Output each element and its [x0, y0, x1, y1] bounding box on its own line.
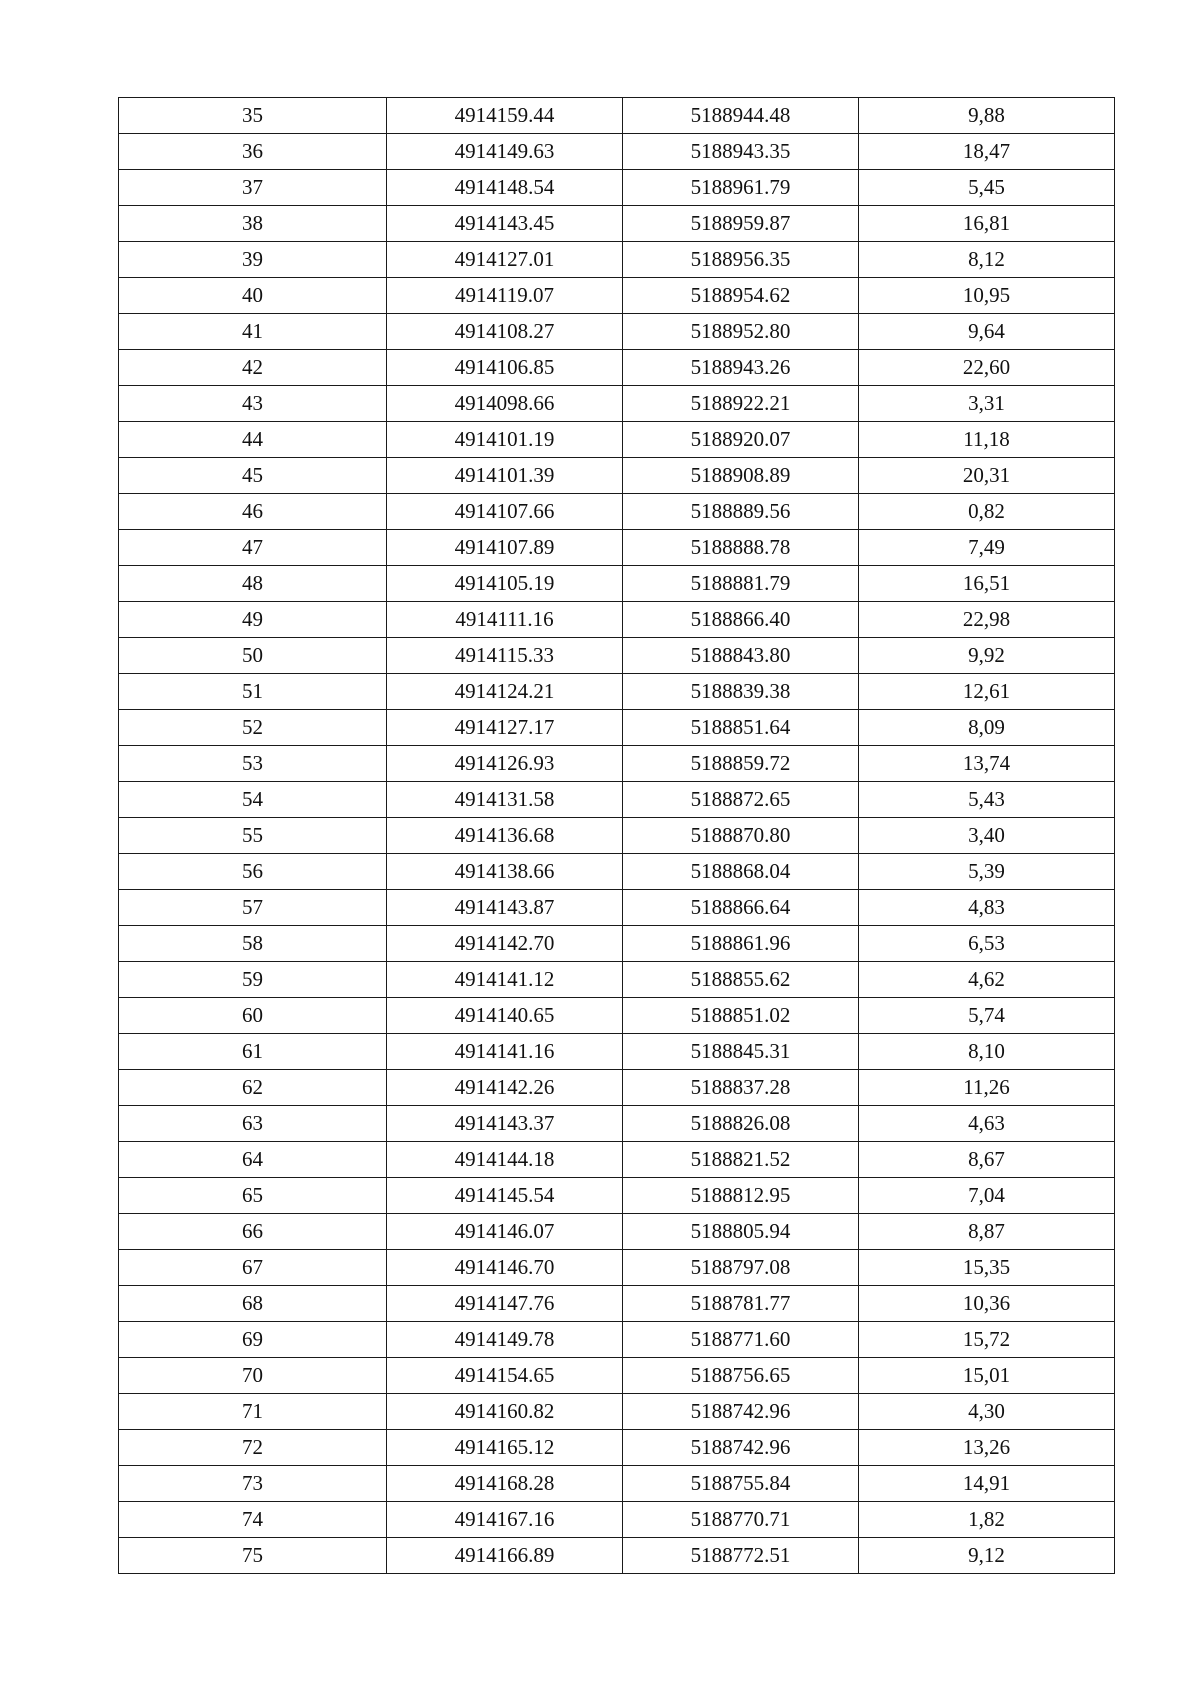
- distance-cell: 10,95: [859, 278, 1115, 314]
- table-row: [119, 1502, 1115, 1538]
- point-number-cell: 64: [119, 1142, 387, 1178]
- table-row: [119, 278, 1115, 314]
- y-coordinate-cell: 5188872.65: [623, 782, 859, 818]
- distance-cell: 8,09: [859, 710, 1115, 746]
- table-row: [119, 998, 1115, 1034]
- distance-cell: 0,82: [859, 494, 1115, 530]
- y-coordinate-cell: 5188861.96: [623, 926, 859, 962]
- table-row: [119, 1358, 1115, 1394]
- y-coordinate-cell: 5188859.72: [623, 746, 859, 782]
- y-coordinate-cell: 5188755.84: [623, 1466, 859, 1502]
- table-row: [119, 1466, 1115, 1502]
- distance-cell: 8,12: [859, 242, 1115, 278]
- distance-cell: 3,31: [859, 386, 1115, 422]
- y-coordinate-cell: 5188771.60: [623, 1322, 859, 1358]
- x-coordinate-cell: 4914146.70: [387, 1250, 623, 1286]
- distance-cell: 13,74: [859, 746, 1115, 782]
- distance-cell: 6,53: [859, 926, 1115, 962]
- y-coordinate-cell: 5188826.08: [623, 1106, 859, 1142]
- table-row: [119, 1538, 1115, 1574]
- y-coordinate-cell: 5188781.77: [623, 1286, 859, 1322]
- distance-cell: 15,72: [859, 1322, 1115, 1358]
- y-coordinate-cell: 5188922.21: [623, 386, 859, 422]
- point-number-cell: 41: [119, 314, 387, 350]
- distance-cell: 10,36: [859, 1286, 1115, 1322]
- point-number-cell: 38: [119, 206, 387, 242]
- distance-cell: 9,12: [859, 1538, 1115, 1574]
- y-coordinate-cell: 5188843.80: [623, 638, 859, 674]
- y-coordinate-cell: 5188881.79: [623, 566, 859, 602]
- x-coordinate-cell: 4914143.45: [387, 206, 623, 242]
- point-number-cell: 35: [119, 98, 387, 134]
- y-coordinate-cell: 5188870.80: [623, 818, 859, 854]
- x-coordinate-cell: 4914141.16: [387, 1034, 623, 1070]
- table-row: [119, 98, 1115, 134]
- table-row: [119, 566, 1115, 602]
- table-row: [119, 422, 1115, 458]
- distance-cell: 15,35: [859, 1250, 1115, 1286]
- point-number-cell: 48: [119, 566, 387, 602]
- point-number-cell: 59: [119, 962, 387, 998]
- point-number-cell: 42: [119, 350, 387, 386]
- point-number-cell: 65: [119, 1178, 387, 1214]
- x-coordinate-cell: 4914160.82: [387, 1394, 623, 1430]
- x-coordinate-cell: 4914168.28: [387, 1466, 623, 1502]
- point-number-cell: 71: [119, 1394, 387, 1430]
- distance-cell: 8,87: [859, 1214, 1115, 1250]
- table-row: [119, 926, 1115, 962]
- distance-cell: 5,45: [859, 170, 1115, 206]
- y-coordinate-cell: 5188868.04: [623, 854, 859, 890]
- distance-cell: 4,63: [859, 1106, 1115, 1142]
- coordinates-table-body: [119, 98, 1115, 1574]
- x-coordinate-cell: 4914119.07: [387, 278, 623, 314]
- distance-cell: 7,04: [859, 1178, 1115, 1214]
- distance-cell: 7,49: [859, 530, 1115, 566]
- x-coordinate-cell: 4914165.12: [387, 1430, 623, 1466]
- y-coordinate-cell: 5188742.96: [623, 1394, 859, 1430]
- distance-cell: 22,98: [859, 602, 1115, 638]
- x-coordinate-cell: 4914111.16: [387, 602, 623, 638]
- point-number-cell: 39: [119, 242, 387, 278]
- distance-cell: 22,60: [859, 350, 1115, 386]
- x-coordinate-cell: 4914127.17: [387, 710, 623, 746]
- x-coordinate-cell: 4914148.54: [387, 170, 623, 206]
- coordinates-table: [118, 97, 1115, 1574]
- x-coordinate-cell: 4914147.76: [387, 1286, 623, 1322]
- x-coordinate-cell: 4914141.12: [387, 962, 623, 998]
- x-coordinate-cell: 4914144.18: [387, 1142, 623, 1178]
- x-coordinate-cell: 4914154.65: [387, 1358, 623, 1394]
- x-coordinate-cell: 4914143.87: [387, 890, 623, 926]
- x-coordinate-cell: 4914166.89: [387, 1538, 623, 1574]
- x-coordinate-cell: 4914115.33: [387, 638, 623, 674]
- x-coordinate-cell: 4914105.19: [387, 566, 623, 602]
- distance-cell: 8,10: [859, 1034, 1115, 1070]
- point-number-cell: 72: [119, 1430, 387, 1466]
- table-row: [119, 674, 1115, 710]
- table-row: [119, 1142, 1115, 1178]
- table-row: [119, 458, 1115, 494]
- table-row: [119, 530, 1115, 566]
- x-coordinate-cell: 4914140.65: [387, 998, 623, 1034]
- y-coordinate-cell: 5188742.96: [623, 1430, 859, 1466]
- distance-cell: 14,91: [859, 1466, 1115, 1502]
- point-number-cell: 37: [119, 170, 387, 206]
- x-coordinate-cell: 4914145.54: [387, 1178, 623, 1214]
- table-row: [119, 1394, 1115, 1430]
- y-coordinate-cell: 5188851.02: [623, 998, 859, 1034]
- y-coordinate-cell: 5188797.08: [623, 1250, 859, 1286]
- x-coordinate-cell: 4914107.66: [387, 494, 623, 530]
- table-row: [119, 350, 1115, 386]
- y-coordinate-cell: 5188961.79: [623, 170, 859, 206]
- table-row: [119, 1070, 1115, 1106]
- x-coordinate-cell: 4914108.27: [387, 314, 623, 350]
- y-coordinate-cell: 5188889.56: [623, 494, 859, 530]
- x-coordinate-cell: 4914107.89: [387, 530, 623, 566]
- x-coordinate-cell: 4914138.66: [387, 854, 623, 890]
- y-coordinate-cell: 5188821.52: [623, 1142, 859, 1178]
- y-coordinate-cell: 5188839.38: [623, 674, 859, 710]
- point-number-cell: 53: [119, 746, 387, 782]
- x-coordinate-cell: 4914126.93: [387, 746, 623, 782]
- distance-cell: 4,83: [859, 890, 1115, 926]
- x-coordinate-cell: 4914101.39: [387, 458, 623, 494]
- y-coordinate-cell: 5188943.26: [623, 350, 859, 386]
- table-row: [119, 170, 1115, 206]
- distance-cell: 9,64: [859, 314, 1115, 350]
- y-coordinate-cell: 5188866.64: [623, 890, 859, 926]
- distance-cell: 8,67: [859, 1142, 1115, 1178]
- distance-cell: 20,31: [859, 458, 1115, 494]
- y-coordinate-cell: 5188837.28: [623, 1070, 859, 1106]
- distance-cell: 9,92: [859, 638, 1115, 674]
- y-coordinate-cell: 5188756.65: [623, 1358, 859, 1394]
- distance-cell: 15,01: [859, 1358, 1115, 1394]
- point-number-cell: 46: [119, 494, 387, 530]
- point-number-cell: 44: [119, 422, 387, 458]
- y-coordinate-cell: 5188959.87: [623, 206, 859, 242]
- distance-cell: 11,26: [859, 1070, 1115, 1106]
- x-coordinate-cell: 4914149.78: [387, 1322, 623, 1358]
- y-coordinate-cell: 5188812.95: [623, 1178, 859, 1214]
- y-coordinate-cell: 5188770.71: [623, 1502, 859, 1538]
- distance-cell: 1,82: [859, 1502, 1115, 1538]
- point-number-cell: 66: [119, 1214, 387, 1250]
- point-number-cell: 73: [119, 1466, 387, 1502]
- point-number-cell: 52: [119, 710, 387, 746]
- table-row: [119, 1322, 1115, 1358]
- distance-cell: 5,39: [859, 854, 1115, 890]
- y-coordinate-cell: 5188855.62: [623, 962, 859, 998]
- distance-cell: 16,51: [859, 566, 1115, 602]
- x-coordinate-cell: 4914098.66: [387, 386, 623, 422]
- distance-cell: 16,81: [859, 206, 1115, 242]
- point-number-cell: 63: [119, 1106, 387, 1142]
- y-coordinate-cell: 5188908.89: [623, 458, 859, 494]
- table-row: [119, 1214, 1115, 1250]
- y-coordinate-cell: 5188805.94: [623, 1214, 859, 1250]
- point-number-cell: 70: [119, 1358, 387, 1394]
- distance-cell: 18,47: [859, 134, 1115, 170]
- y-coordinate-cell: 5188851.64: [623, 710, 859, 746]
- y-coordinate-cell: 5188952.80: [623, 314, 859, 350]
- x-coordinate-cell: 4914159.44: [387, 98, 623, 134]
- x-coordinate-cell: 4914127.01: [387, 242, 623, 278]
- table-row: [119, 890, 1115, 926]
- table-row: [119, 134, 1115, 170]
- point-number-cell: 69: [119, 1322, 387, 1358]
- point-number-cell: 57: [119, 890, 387, 926]
- point-number-cell: 54: [119, 782, 387, 818]
- table-row: [119, 746, 1115, 782]
- distance-cell: 3,40: [859, 818, 1115, 854]
- x-coordinate-cell: 4914101.19: [387, 422, 623, 458]
- y-coordinate-cell: 5188954.62: [623, 278, 859, 314]
- x-coordinate-cell: 4914143.37: [387, 1106, 623, 1142]
- x-coordinate-cell: 4914142.70: [387, 926, 623, 962]
- table-row: [119, 710, 1115, 746]
- y-coordinate-cell: 5188772.51: [623, 1538, 859, 1574]
- table-row: [119, 638, 1115, 674]
- table-row: [119, 782, 1115, 818]
- point-number-cell: 60: [119, 998, 387, 1034]
- point-number-cell: 62: [119, 1070, 387, 1106]
- point-number-cell: 75: [119, 1538, 387, 1574]
- table-row: [119, 494, 1115, 530]
- x-coordinate-cell: 4914142.26: [387, 1070, 623, 1106]
- y-coordinate-cell: 5188866.40: [623, 602, 859, 638]
- y-coordinate-cell: 5188943.35: [623, 134, 859, 170]
- x-coordinate-cell: 4914124.21: [387, 674, 623, 710]
- point-number-cell: 61: [119, 1034, 387, 1070]
- table-row: [119, 818, 1115, 854]
- table-row: [119, 854, 1115, 890]
- point-number-cell: 36: [119, 134, 387, 170]
- y-coordinate-cell: 5188888.78: [623, 530, 859, 566]
- x-coordinate-cell: 4914149.63: [387, 134, 623, 170]
- x-coordinate-cell: 4914167.16: [387, 1502, 623, 1538]
- point-number-cell: 51: [119, 674, 387, 710]
- table-row: [119, 242, 1115, 278]
- distance-cell: 11,18: [859, 422, 1115, 458]
- x-coordinate-cell: 4914106.85: [387, 350, 623, 386]
- table-row: [119, 386, 1115, 422]
- distance-cell: 9,88: [859, 98, 1115, 134]
- point-number-cell: 58: [119, 926, 387, 962]
- table-row: [119, 1178, 1115, 1214]
- point-number-cell: 45: [119, 458, 387, 494]
- distance-cell: 5,74: [859, 998, 1115, 1034]
- point-number-cell: 55: [119, 818, 387, 854]
- table-row: [119, 602, 1115, 638]
- table-row: [119, 1106, 1115, 1142]
- distance-cell: 5,43: [859, 782, 1115, 818]
- y-coordinate-cell: 5188944.48: [623, 98, 859, 134]
- distance-cell: 12,61: [859, 674, 1115, 710]
- table-row: [119, 1430, 1115, 1466]
- distance-cell: 4,30: [859, 1394, 1115, 1430]
- distance-cell: 13,26: [859, 1430, 1115, 1466]
- table-row: [119, 1286, 1115, 1322]
- point-number-cell: 40: [119, 278, 387, 314]
- distance-cell: 4,62: [859, 962, 1115, 998]
- table-row: [119, 1250, 1115, 1286]
- point-number-cell: 67: [119, 1250, 387, 1286]
- x-coordinate-cell: 4914136.68: [387, 818, 623, 854]
- x-coordinate-cell: 4914146.07: [387, 1214, 623, 1250]
- point-number-cell: 56: [119, 854, 387, 890]
- table-row: [119, 314, 1115, 350]
- point-number-cell: 47: [119, 530, 387, 566]
- table-row: [119, 962, 1115, 998]
- point-number-cell: 68: [119, 1286, 387, 1322]
- point-number-cell: 43: [119, 386, 387, 422]
- point-number-cell: 74: [119, 1502, 387, 1538]
- y-coordinate-cell: 5188845.31: [623, 1034, 859, 1070]
- y-coordinate-cell: 5188956.35: [623, 242, 859, 278]
- table-row: [119, 206, 1115, 242]
- x-coordinate-cell: 4914131.58: [387, 782, 623, 818]
- y-coordinate-cell: 5188920.07: [623, 422, 859, 458]
- table-row: [119, 1034, 1115, 1070]
- point-number-cell: 49: [119, 602, 387, 638]
- point-number-cell: 50: [119, 638, 387, 674]
